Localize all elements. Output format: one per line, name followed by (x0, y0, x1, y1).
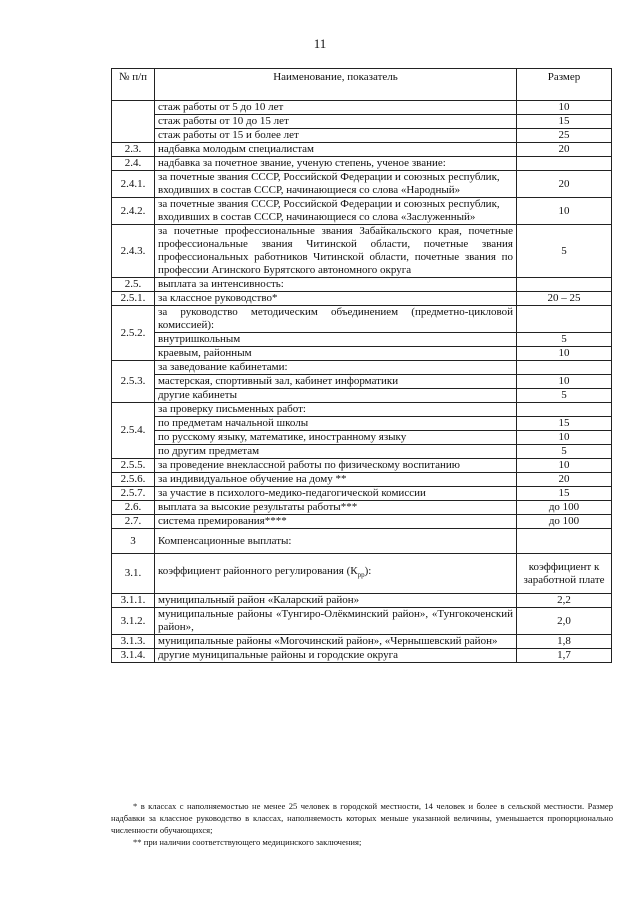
row-num: 2.5.1. (112, 292, 155, 306)
row-num: 2.5.7. (112, 487, 155, 501)
row-size: 1,8 (517, 635, 612, 649)
table-header (112, 69, 612, 101)
row-name: стаж работы от 10 до 15 лет (155, 115, 517, 129)
table-row (112, 445, 612, 459)
row-size: 5 (517, 333, 612, 347)
row-num: 2.7. (112, 515, 155, 529)
table-row (112, 389, 612, 403)
table-row (112, 143, 612, 157)
row-name: выплата за интенсивность: (155, 278, 517, 292)
row-name: за проведение внеклассной работы по физическому воспитанию (155, 459, 517, 473)
row-size: 5 (517, 389, 612, 403)
row-size: 15 (517, 115, 612, 129)
row-num: 2.5.5. (112, 459, 155, 473)
row-name: за участие в психолого-медико-педагогической комиссии (155, 487, 517, 501)
row-name: стаж работы от 15 и более лет (155, 129, 517, 143)
row-size (517, 361, 612, 375)
row-size: 10 (517, 347, 612, 361)
row-name: надбавка за почетное звание, ученую степень, ученое звание: (155, 157, 517, 171)
row-size: 5 (517, 225, 612, 278)
row-size: 20 (517, 473, 612, 487)
row-name: стаж работы от 5 до 10 лет (155, 101, 517, 115)
row-size: 20 (517, 143, 612, 157)
row-name: за проверку письменных работ: (155, 403, 517, 417)
row-size: коэффициент к заработной плате (517, 554, 612, 594)
row-name: за индивидуальное обучение на дому ** (155, 473, 517, 487)
row-name: внутришкольным (155, 333, 517, 347)
row-name: выплата за высокие результаты работы*** (155, 501, 517, 515)
row-name: система премирования**** (155, 515, 517, 529)
table-row (112, 501, 612, 515)
row-size: 10 (517, 431, 612, 445)
row-name: мастерская, спортивный зал, кабинет информатики (155, 375, 517, 389)
row-num: 2.5.2. (112, 306, 155, 361)
row-name: Компенсационные выплаты: (155, 529, 517, 554)
table-row (112, 459, 612, 473)
table-row (112, 157, 612, 171)
row-size (517, 157, 612, 171)
table-row (112, 361, 612, 375)
footnotes (111, 800, 613, 848)
table-row (112, 171, 612, 198)
footnote-1: * в классах с наполняемостью не менее 25 человек в городской местности, 14 человек и более в сельской местности. Размер надбавки за классное руководство в классах, наполняемость которых меньше указанной величины, уменьшается пропорционально численности обучающихся; (111, 801, 613, 835)
header-size: Размер (517, 69, 612, 101)
table-row (112, 115, 612, 129)
row-num: 2.4.3. (112, 225, 155, 278)
table-row (112, 473, 612, 487)
row-size (517, 403, 612, 417)
row-num: 3.1.4. (112, 649, 155, 663)
row-size: 5 (517, 445, 612, 459)
table-row (112, 306, 612, 333)
row-name: другие муниципальные районы и городские округа (155, 649, 517, 663)
row-num: 2.4.2. (112, 198, 155, 225)
table-row (112, 347, 612, 361)
row-num: 3.1.1. (112, 594, 155, 608)
row-name: муниципальные районы «Тунгиро-Олёкминский район», «Тунгокоченский район», (155, 608, 517, 635)
row-name: за руководство методическим объединением (предметно-цикловой комиссией): (155, 306, 517, 333)
footnote-2: ** при наличии соответствующего медицинского заключения; (133, 837, 362, 847)
row-num: 3 (112, 529, 155, 554)
header-name: Наименование, показатель (155, 69, 517, 101)
page-number: 11 (313, 36, 327, 51)
row-num: 2.3. (112, 143, 155, 157)
row-name: муниципальные районы «Могочинский район», «Чернышевский район» (155, 635, 517, 649)
table-row (112, 129, 612, 143)
row-size: 2,0 (517, 608, 612, 635)
row-size: 10 (517, 459, 612, 473)
table-row (112, 198, 612, 225)
row-num (112, 101, 155, 143)
row-name: по другим предметам (155, 445, 517, 459)
row-name: по русскому языку, математике, иностранному языку (155, 431, 517, 445)
row-num: 2.5.6. (112, 473, 155, 487)
row-size: 2,2 (517, 594, 612, 608)
table-row (112, 649, 612, 663)
table-row (112, 487, 612, 501)
row-num: 3.1. (112, 554, 155, 594)
row-num: 2.5.3. (112, 361, 155, 403)
krr-label: коэффициент районного регулирования $(К_{рр})$: (158, 564, 372, 580)
row-size: 20 (517, 171, 612, 198)
table-row (112, 554, 612, 594)
table-row (112, 292, 612, 306)
allowances-table (111, 68, 612, 663)
row-name (155, 554, 517, 594)
table-row (112, 515, 612, 529)
table-row (112, 417, 612, 431)
row-size: 10 (517, 198, 612, 225)
table-row (112, 594, 612, 608)
row-name: по предметам начальной школы (155, 417, 517, 431)
row-name: надбавка молодым специалистам (155, 143, 517, 157)
table-row (112, 635, 612, 649)
row-size (517, 529, 612, 554)
table-row (112, 225, 612, 278)
row-num: 2.5. (112, 278, 155, 292)
row-size: 1,7 (517, 649, 612, 663)
row-size: 10 (517, 375, 612, 389)
table-row (112, 608, 612, 635)
table-row (112, 278, 612, 292)
row-size: 15 (517, 487, 612, 501)
row-name: муниципальный район «Каларский район» (155, 594, 517, 608)
row-size: 20 – 25 (517, 292, 612, 306)
row-num: 2.5.4. (112, 403, 155, 459)
table-row (112, 529, 612, 554)
row-size: 25 (517, 129, 612, 143)
row-name: другие кабинеты (155, 389, 517, 403)
row-name: за заведование кабинетами: (155, 361, 517, 375)
header-num: № п/п (112, 69, 155, 101)
row-size: 10 (517, 101, 612, 115)
table-row (112, 101, 612, 115)
row-name: за почетные профессиональные звания Забайкальского края, почетные профессиональные звания Читинской области, почетные звания профессиональных работников Читинской области, почетные звания по профессии Агинского Бурятского автономного округа (155, 225, 517, 278)
table-row (112, 403, 612, 417)
table-row (112, 431, 612, 445)
row-size: до 100 (517, 515, 612, 529)
row-name: за почетные звания СССР, Российской Федерации и союзных республик, входивших в состав СССР, начинающиеся со слова «Народный» (155, 171, 517, 198)
row-size (517, 278, 612, 292)
table-row (112, 333, 612, 347)
row-size (517, 306, 612, 333)
row-num: 2.4.1. (112, 171, 155, 198)
row-name: краевым, районным (155, 347, 517, 361)
row-size: до 100 (517, 501, 612, 515)
row-num: 2.4. (112, 157, 155, 171)
row-size: 15 (517, 417, 612, 431)
table-row (112, 375, 612, 389)
row-num: 3.1.2. (112, 608, 155, 635)
row-name: за почетные звания СССР, Российской Федерации и союзных республик, входивших в состав СССР, начинающиеся со слова «Заслуженный» (155, 198, 517, 225)
row-name: за классное руководство* (155, 292, 517, 306)
row-num: 3.1.3. (112, 635, 155, 649)
row-num: 2.6. (112, 501, 155, 515)
